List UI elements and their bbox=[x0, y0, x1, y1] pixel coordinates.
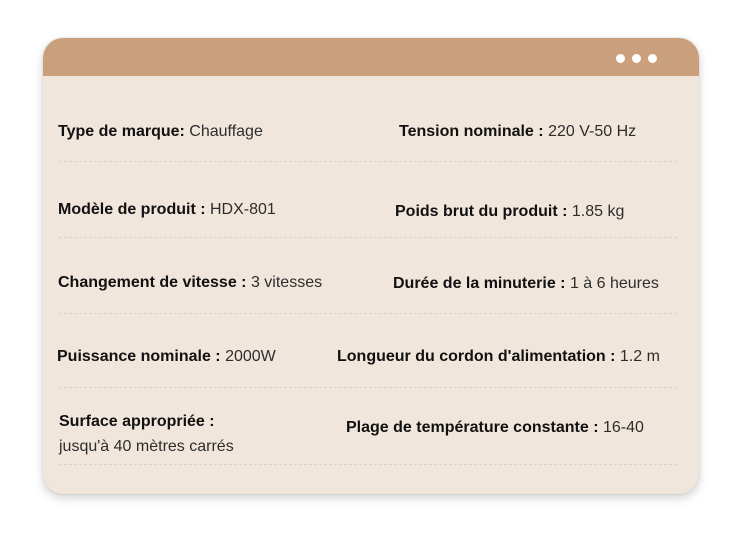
spec-label: Longueur du cordon d'alimentation : bbox=[337, 348, 616, 365]
spec-value: 1.85 kg bbox=[571, 203, 625, 220]
menu-dot-icon[interactable] bbox=[632, 54, 641, 63]
spec-label: Changement de vitesse : bbox=[58, 274, 247, 291]
spec-value: HDX-801 bbox=[210, 201, 276, 218]
spec-speed-change bbox=[58, 274, 322, 292]
row-divider bbox=[59, 161, 677, 162]
spec-rated-power bbox=[57, 348, 276, 366]
spec-value: 2000W bbox=[225, 348, 276, 365]
row-divider bbox=[59, 313, 677, 314]
window-controls bbox=[616, 54, 657, 63]
spec-label: Poids brut du produit : bbox=[395, 203, 568, 220]
spec-value: jusqu'à 40 mètres carrés bbox=[59, 438, 234, 455]
row-divider bbox=[59, 237, 677, 238]
spec-value: 16-40 bbox=[602, 419, 644, 436]
spec-label: Puissance nominale : bbox=[57, 348, 221, 365]
spec-label: Modèle de produit : bbox=[58, 201, 206, 218]
spec-suitable-area bbox=[59, 409, 234, 459]
row-divider bbox=[59, 387, 677, 388]
spec-label: Surface appropriée : bbox=[59, 413, 215, 430]
spec-cord-length bbox=[337, 348, 660, 366]
spec-value: 1.2 m bbox=[619, 348, 660, 365]
spec-gross-weight bbox=[395, 203, 624, 221]
spec-value: 220 V-50 Hz bbox=[548, 123, 637, 140]
spec-temperature-range bbox=[346, 419, 644, 437]
menu-dot-icon[interactable] bbox=[648, 54, 657, 63]
spec-rated-voltage bbox=[399, 123, 636, 141]
spec-label: Tension nominale : bbox=[399, 123, 544, 140]
spec-label: Plage de température constante : bbox=[346, 419, 599, 436]
spec-label: Type de marque: bbox=[58, 123, 185, 140]
spec-value: 3 vitesses bbox=[250, 274, 323, 291]
spec-timer-duration bbox=[393, 275, 659, 293]
menu-dot-icon[interactable] bbox=[616, 54, 625, 63]
spec-value: Chauffage bbox=[189, 123, 263, 140]
window-titlebar bbox=[43, 38, 699, 76]
spec-product-model bbox=[58, 201, 276, 219]
spec-card bbox=[43, 38, 699, 494]
row-divider bbox=[59, 464, 677, 465]
spec-label: Durée de la minuterie : bbox=[393, 275, 566, 292]
spec-list bbox=[43, 76, 699, 494]
spec-value: 1 à 6 heures bbox=[569, 275, 659, 292]
spec-brand-type bbox=[58, 123, 263, 141]
